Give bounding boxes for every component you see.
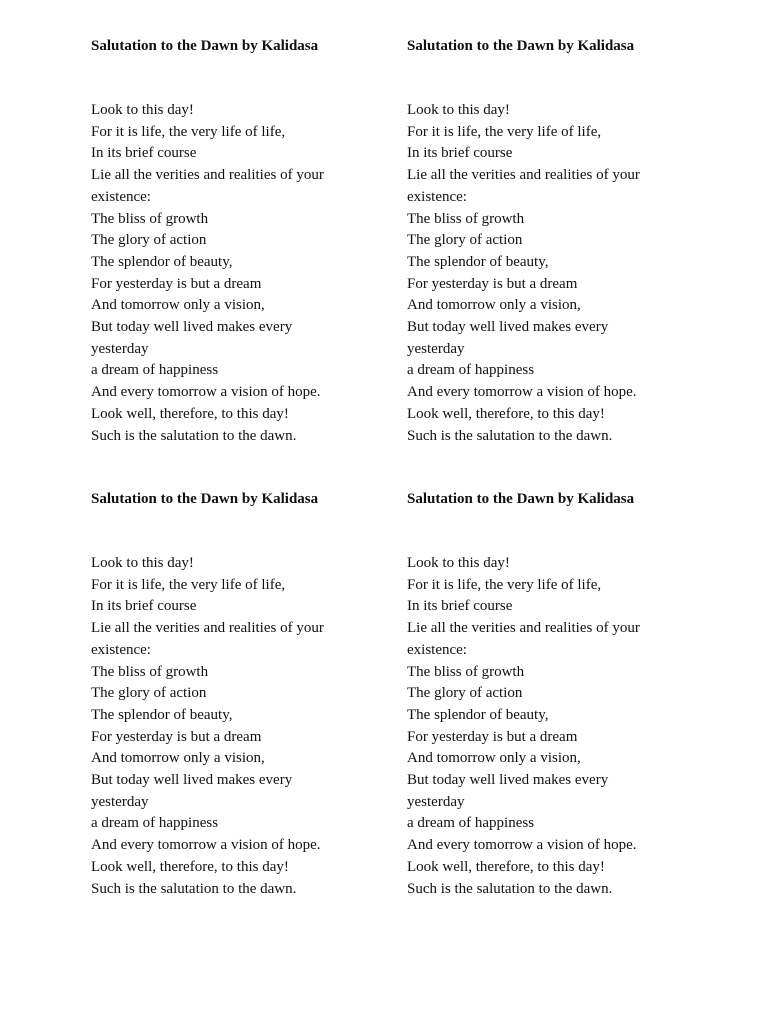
poem-line: Look to this day! — [91, 102, 194, 118]
poem-line: a dream of happiness — [407, 362, 535, 379]
poem-line: The splendor of beauty, — [91, 706, 233, 723]
poem-line: Lie all the verities and realities of your — [91, 620, 324, 637]
poem-line: Look well, therefore, to this day! — [407, 858, 605, 875]
poem-title: Salutation to the Dawn by Kalidasa — [91, 38, 319, 54]
poem-line: And tomorrow only a vision, — [407, 750, 581, 767]
poem-line: The bliss of growth — [91, 663, 209, 680]
poem-line: In its brief course — [407, 145, 513, 162]
poem-title: Salutation to the Dawn by Kalidasa — [407, 38, 635, 54]
poem-line: Look well, therefore, to this day! — [91, 858, 289, 875]
poem-line: Look to this day! — [407, 555, 510, 571]
poem-line: a dream of happiness — [91, 815, 219, 832]
poem-line: In its brief course — [91, 145, 197, 162]
poem-line: In its brief course — [91, 598, 197, 615]
poem-line: And every tomorrow a vision of hope. — [91, 837, 321, 854]
poem-body — [407, 100, 697, 447]
poem-line: The glory of action — [91, 685, 207, 702]
poem-block — [407, 490, 697, 900]
poem-line: For yesterday is but a dream — [407, 275, 578, 292]
poem-line: The bliss of growth — [407, 210, 525, 227]
poem-title: Salutation to the Dawn by Kalidasa — [407, 491, 635, 507]
poem-line: And every tomorrow a vision of hope. — [91, 384, 321, 401]
poem-line: For yesterday is but a dream — [91, 728, 262, 745]
poem-line: The splendor of beauty, — [407, 706, 549, 723]
poem-line: And tomorrow only a vision, — [407, 297, 581, 314]
poem-line: yesterday — [407, 793, 465, 810]
poem-line: For it is life, the very life of life, — [91, 576, 286, 593]
poem-line: Look well, therefore, to this day! — [91, 405, 289, 422]
poem-line: The splendor of beauty, — [91, 253, 233, 270]
poem-line: a dream of happiness — [407, 815, 535, 832]
poem-line: In its brief course — [407, 598, 513, 615]
poem-block — [91, 490, 381, 900]
poem-body — [91, 100, 381, 447]
poem-line: yesterday — [407, 340, 465, 357]
poem-line: For yesterday is but a dream — [91, 275, 262, 292]
poem-line: Such is the salutation to the dawn. — [407, 880, 613, 897]
poem-line: Look to this day! — [91, 555, 194, 571]
poem-line: existence: — [407, 641, 467, 658]
poem-line: existence: — [91, 188, 151, 205]
poem-body — [91, 553, 381, 900]
poem-line: The glory of action — [407, 232, 523, 249]
poem-block — [91, 37, 381, 447]
poem-line: Such is the salutation to the dawn. — [407, 427, 613, 444]
poem-line: Such is the salutation to the dawn. — [91, 427, 297, 444]
poem-line: Lie all the verities and realities of your — [407, 620, 640, 637]
poem-line: But today well lived makes every — [91, 772, 293, 789]
poem-line: existence: — [407, 188, 467, 205]
poem-line: The glory of action — [91, 232, 207, 249]
poem-line: And tomorrow only a vision, — [91, 297, 265, 314]
poem-line: The bliss of growth — [91, 210, 209, 227]
poem-line: Lie all the verities and realities of your — [91, 167, 324, 184]
poem-line: yesterday — [91, 340, 149, 357]
poem-line: The splendor of beauty, — [407, 253, 549, 270]
poem-line: The bliss of growth — [407, 663, 525, 680]
poem-line: existence: — [91, 641, 151, 658]
poem-line: yesterday — [91, 793, 149, 810]
poem-line: But today well lived makes every — [91, 319, 293, 336]
poem-title: Salutation to the Dawn by Kalidasa — [91, 491, 319, 507]
poem-line: And tomorrow only a vision, — [91, 750, 265, 767]
poem-block — [407, 37, 697, 447]
poem-line: For it is life, the very life of life, — [407, 576, 602, 593]
poem-line: Lie all the verities and realities of your — [407, 167, 640, 184]
poem-line: And every tomorrow a vision of hope. — [407, 384, 637, 401]
poem-line: But today well lived makes every — [407, 319, 609, 336]
poem-line: Such is the salutation to the dawn. — [91, 880, 297, 897]
poem-body — [407, 553, 697, 900]
poem-line: And every tomorrow a vision of hope. — [407, 837, 637, 854]
poem-line: Look to this day! — [407, 102, 510, 118]
poem-line: a dream of happiness — [91, 362, 219, 379]
poem-line: For it is life, the very life of life, — [407, 123, 602, 140]
poem-line: For yesterday is but a dream — [407, 728, 578, 745]
poem-line: But today well lived makes every — [407, 772, 609, 789]
poem-line: For it is life, the very life of life, — [91, 123, 286, 140]
poem-line: The glory of action — [407, 685, 523, 702]
poem-line: Look well, therefore, to this day! — [407, 405, 605, 422]
